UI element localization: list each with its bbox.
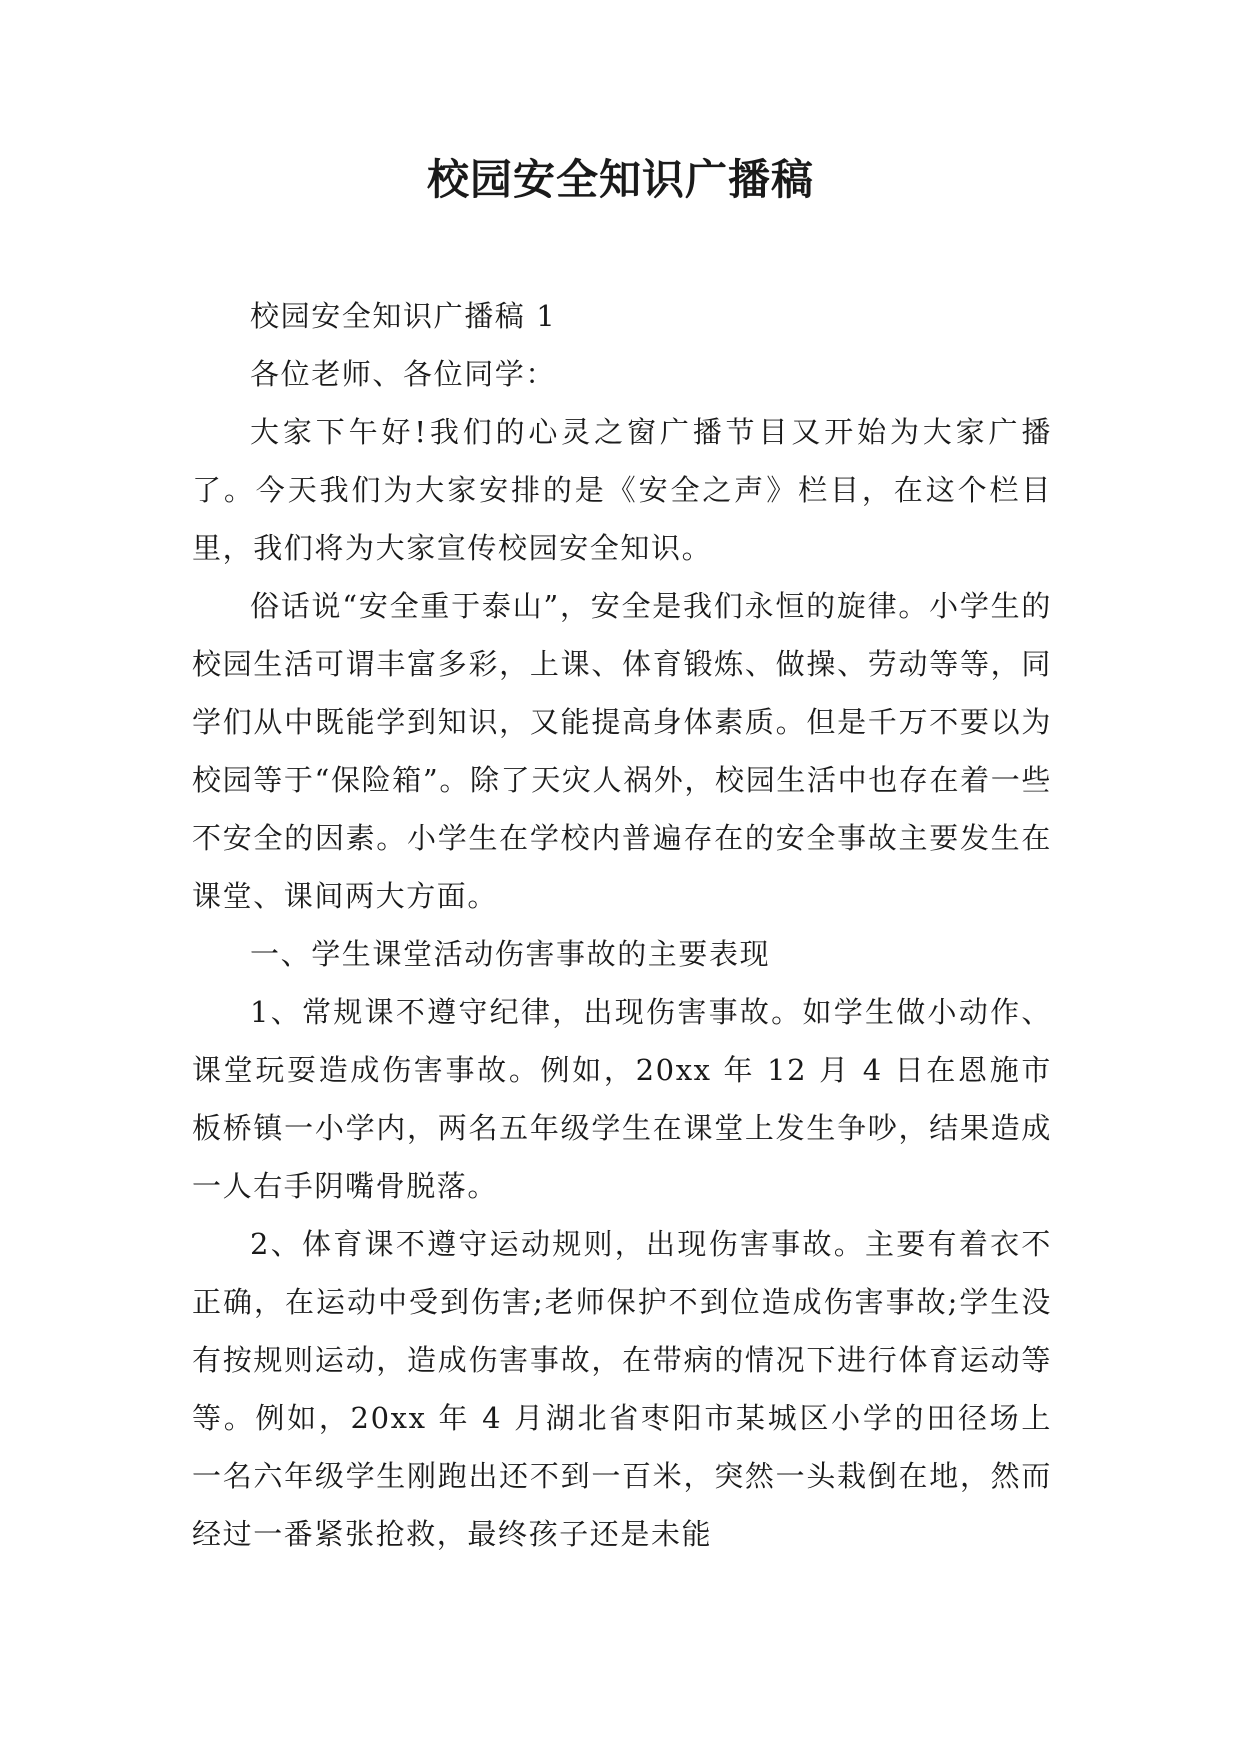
- greeting-paragraph: 各位老师、各位同学：: [250, 357, 557, 391]
- subtitle-paragraph: 校园安全知识广播稿 1: [250, 299, 557, 333]
- section-heading: 一、学生课堂活动伤害事故的主要表现: [250, 937, 771, 971]
- document-title: 校园安全知识广播稿: [426, 155, 814, 204]
- intro-paragraph: 大家下午好!我们的心灵之窗广播节目又开始为大家广播了。今天我们为大家安排的是《安全之声》栏目，在这个栏目里，我们将为大家宣传校园安全知识。: [192, 415, 1052, 565]
- point-1-paragraph: 1、常规课不遵守纪律，出现伤害事故。如学生做小动作、课堂玩耍造成伤害事故。例如，20xx 年 12 月 4 日在恩施市板桥镇一小学内，两名五年级学生在课堂上发生争吵，结果造成一人右手阴嘴骨脱落。: [192, 995, 1052, 1203]
- document-body: [192, 287, 1052, 1563]
- point-2-paragraph: 2、体育课不遵守运动规则，出现伤害事故。主要有着衣不正确，在运动中受到伤害;老师保护不到位造成伤害事故;学生没有按规则运动，造成伤害事故，在带病的情况下进行体育运动等等。例如，20xx 年 4 月湖北省枣阳市某城区小学的田径场上一名六年级学生刚跑出还不到一百米，突然一头栽倒在地，然而经过一番紧张抢救，最终孩子还是未能: [192, 1227, 1052, 1551]
- safety-overview-paragraph: 俗话说“安全重于泰山”，安全是我们永恒的旋律。小学生的校园生活可谓丰富多彩，上课、体育锻炼、做操、劳动等等，同学们从中既能学到知识，又能提高身体素质。但是千万不要以为校园等于“保险箱”。除了天灾人祸外，校园生活中也存在着一些不安全的因素。小学生在学校内普遍存在的安全事故主要发生在课堂、课间两大方面。: [192, 589, 1052, 913]
